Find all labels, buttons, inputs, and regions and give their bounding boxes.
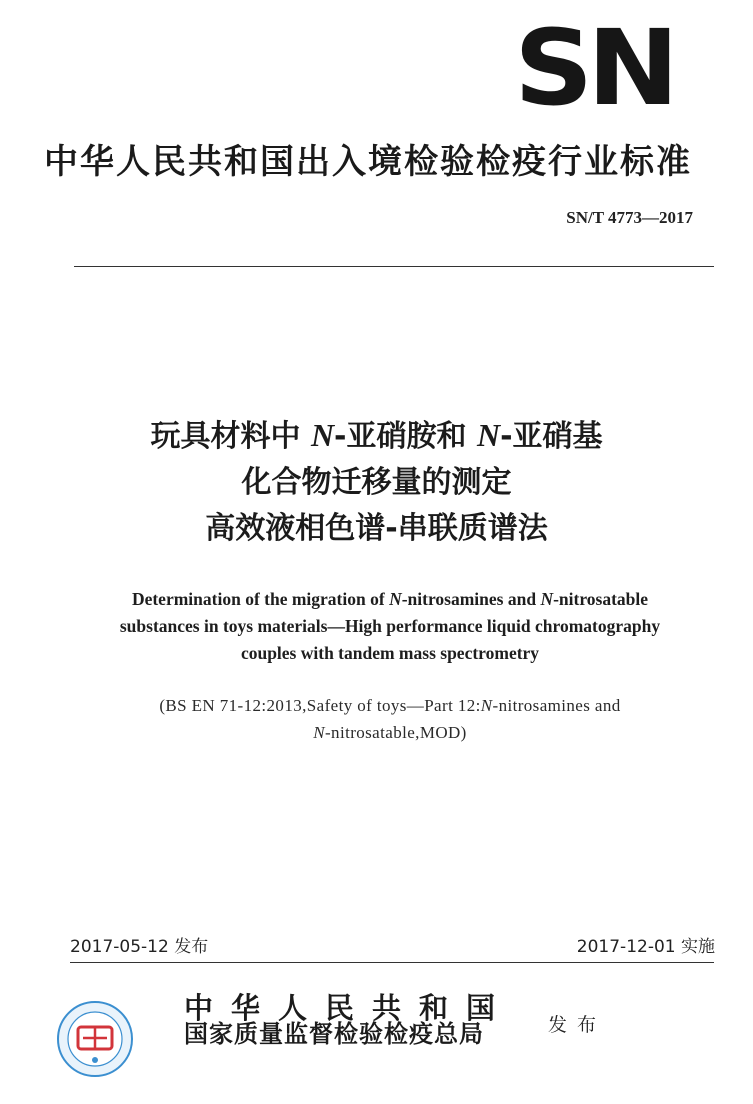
issuing-sector-title: 中华人民共和国出入境检验检疫行业标准 — [44, 142, 692, 182]
chinese-title-line-3: 高效液相色谱-串联质谱法 — [205, 511, 548, 546]
reference-line-1 — [90, 692, 690, 719]
reference-n: N — [480, 696, 493, 715]
top-divider — [74, 266, 714, 267]
reference-text: -nitrosatable,MOD) — [325, 723, 467, 742]
en-title-n: N — [540, 589, 554, 609]
cn-title-text: -亚硝胺和 — [334, 419, 477, 454]
chinese-title-line-1 — [0, 412, 753, 460]
cn-title-text: -亚硝基 — [500, 419, 603, 454]
en-title-text: Determination of the migration of — [131, 589, 390, 609]
chinese-title-line-2: 化合物迁移量的测定 — [241, 465, 512, 500]
standard-number: SN/T 4773—2017 — [566, 208, 693, 227]
reference-n: N — [313, 723, 325, 742]
implementation-date: 2017-12-01 实施 — [576, 937, 715, 957]
issuer-country: 中华人民共和国 — [184, 991, 514, 1025]
reference-line-2 — [90, 719, 690, 746]
english-title-line-1 — [90, 586, 690, 613]
cn-title-n: N — [310, 417, 335, 453]
publisher-seal-icon — [56, 1000, 134, 1078]
sn-logo: SN — [514, 7, 673, 129]
en-title-text: -nitrosamines and — [401, 589, 541, 609]
en-title-text: -nitrosatable — [553, 589, 649, 609]
cn-title-n: N — [476, 417, 501, 453]
chinese-title — [0, 412, 753, 552]
english-title — [90, 586, 690, 667]
reference-text: -nitrosamines and — [492, 696, 621, 715]
english-title-line-3: couples with tandem mass spectrometry — [240, 643, 540, 663]
issue-date: 2017-05-12 发布 — [70, 937, 209, 957]
reference-standard — [90, 692, 690, 746]
english-title-line-2: substances in toys materials—High performance liquid chromatography — [119, 616, 661, 636]
publish-label: 发布 — [548, 1014, 607, 1036]
issuer-agency: 国家质量监督检验检疫总局 — [184, 1020, 484, 1048]
en-title-n: N — [389, 589, 402, 609]
cn-title-text: 玩具材料中 — [150, 419, 311, 454]
reference-text: (BS EN 71-12:2013,Safety of toys—Part 12: — [159, 696, 481, 715]
bottom-divider — [70, 962, 714, 963]
